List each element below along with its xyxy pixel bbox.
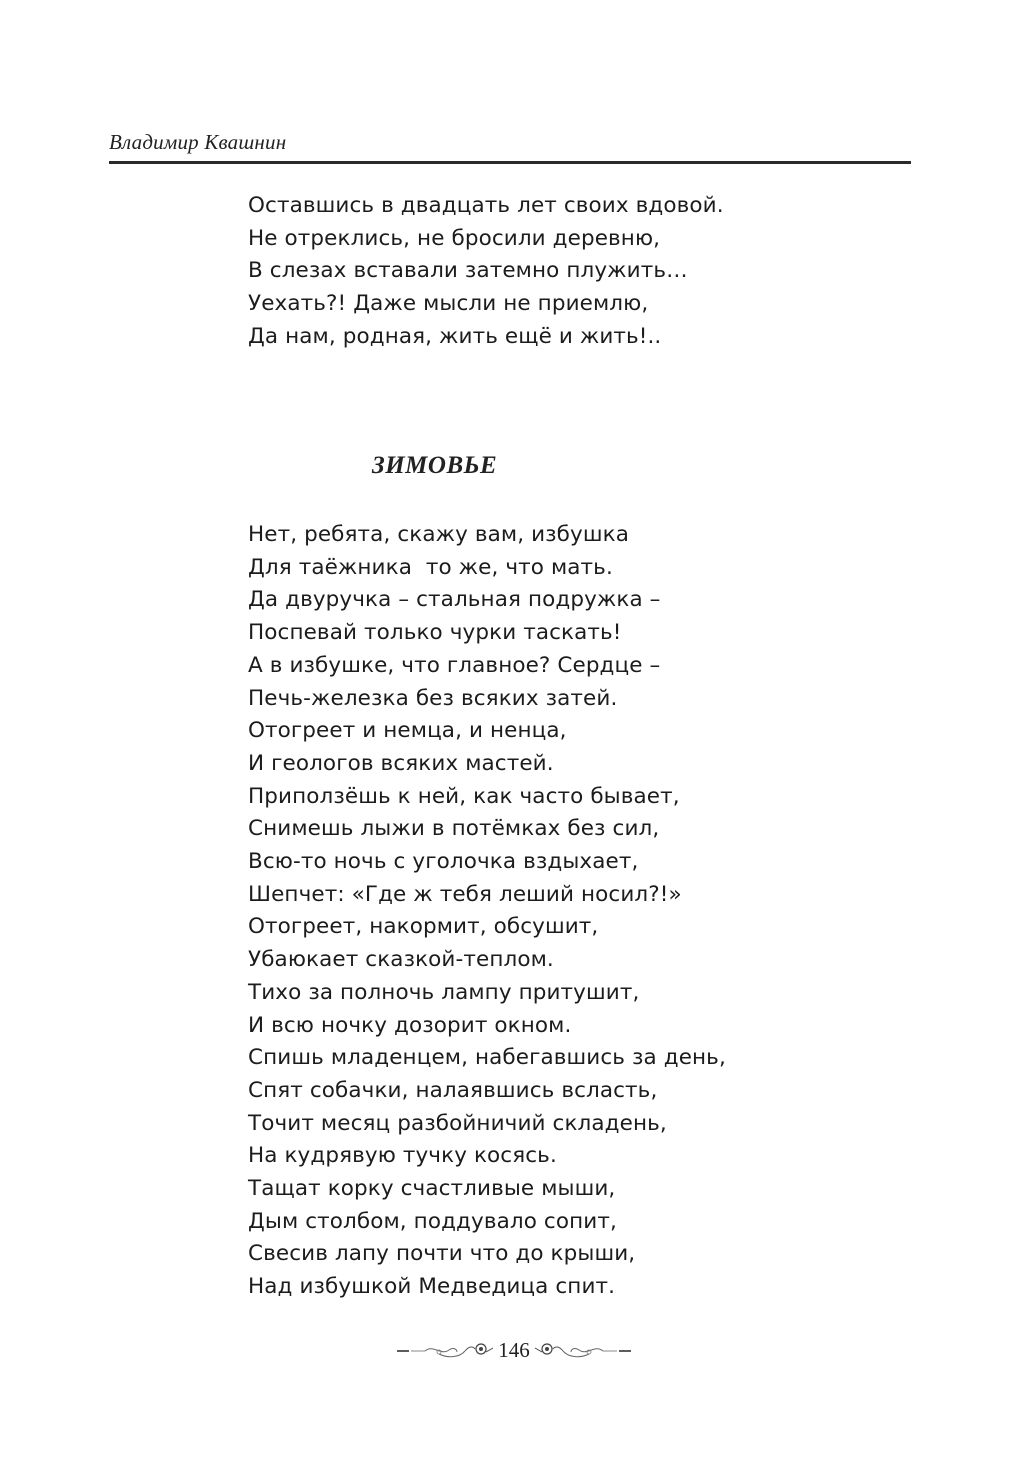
verse-line: Свесив лапу почти что до крыши, (248, 1241, 636, 1267)
verse-line: Точит месяц разбойничий складень, (248, 1110, 667, 1136)
verse-line: Над избушкой Медведица спит. (248, 1274, 616, 1300)
verse-line: Уехать?! Даже мысли не приемлю, (248, 291, 649, 317)
verse-line: И геологов всяких мастей. (248, 750, 554, 776)
floral-ornament-left-icon (395, 1340, 495, 1360)
verse-line: Да двуручка – стальная подружка – (248, 587, 661, 613)
verse-line: Снимешь лыжи в потёмках без сил, (248, 816, 660, 842)
verse-line: В слезах вставали затемно плужить… (248, 258, 688, 284)
verse-line: Убаюкает сказкой-теплом. (248, 947, 554, 973)
verse-line: А в избушке, что главное? Сердце – (248, 652, 661, 678)
page-folio (403, 1337, 625, 1363)
stanza-continued (248, 190, 724, 354)
verse-line: Спят собачки, налаявшись всласть, (248, 1077, 658, 1103)
verse-line: Поспевай только чурки таскать! (248, 620, 622, 646)
verse-line: Всю-то ночь с уголочка вздыхает, (248, 849, 639, 875)
verse-line: Печь-железка без всяких затей. (248, 685, 618, 711)
verse-line: Да нам, родная, жить ещё и жить!.. (248, 323, 662, 349)
verse-line: Дым столбом, поддувало сопит, (248, 1208, 617, 1234)
verse-line: Для таёжника то же, что мать. (248, 554, 613, 580)
poem-title: ЗИМОВЬЕ (372, 452, 498, 479)
verse-line: Приползёшь к ней, как часто бывает, (248, 783, 680, 809)
verse-line: Тихо за полночь лампу притушит, (248, 979, 640, 1005)
running-head-author: Владимир Квашнин (109, 130, 287, 154)
verse-line: Отогреет, накормит, обсушит, (248, 914, 599, 940)
header-rule (109, 161, 911, 164)
page-number: 146 (498, 1338, 530, 1362)
verse-line: И всю ночку дозорит окном. (248, 1012, 572, 1038)
verse-line: На кудрявую тучку косясь. (248, 1143, 557, 1169)
verse-line: Шепчет: «Где ж тебя леший носил?!» (248, 881, 682, 907)
verse-line: Тащат корку счастливые мыши, (248, 1176, 616, 1202)
verse-line: Отогреет и немца, и ненца, (248, 718, 567, 744)
verse-line: Оставшись в двадцать лет своих вдовой. (248, 193, 724, 218)
verse-line: Спишь младенцем, набегавшись за день, (248, 1045, 726, 1071)
verse-line: Не отреклись, не бросили деревню, (248, 225, 661, 251)
floral-ornament-right-icon (533, 1340, 633, 1360)
verse-line: Нет, ребята, скажу вам, избушка (248, 522, 629, 547)
poem-body (248, 519, 726, 1304)
